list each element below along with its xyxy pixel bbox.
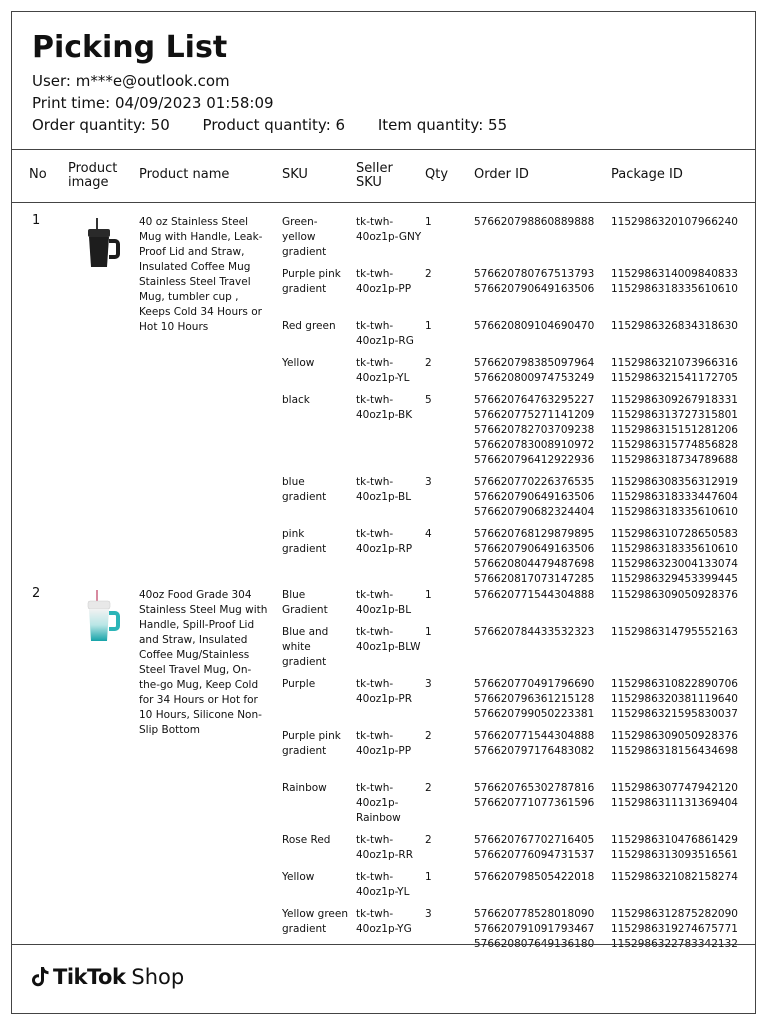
order-id: 576620782703709238 <box>474 424 595 436</box>
order-id: 576620783008910972 <box>474 439 595 451</box>
order-id: 576620798860889888 <box>474 216 595 228</box>
seller-sku: tk-twh-40oz1p-RG <box>356 320 414 347</box>
package-id: 1152986309267918331 <box>611 394 738 406</box>
brand-tiktok: TikTok <box>53 965 126 989</box>
order-id: 576620768129879895 <box>474 528 595 540</box>
order-id: 576620790649163506 <box>474 283 595 295</box>
package-id: 1152986320107966240 <box>611 216 738 228</box>
seller-sku: tk-twh-40oz1p-BLW <box>356 626 421 653</box>
order-id: 576620770491796690 <box>474 678 595 690</box>
col-package-id: Package ID <box>611 167 683 182</box>
variant-qty: 3 <box>425 908 432 920</box>
variant-qty: 5 <box>425 394 432 406</box>
seller-sku: tk-twh-40oz1p-BK <box>356 394 413 421</box>
print-time: Print time: 04/09/2023 01:58:09 <box>32 94 274 112</box>
variant-qty: 1 <box>425 871 432 883</box>
seller-sku: tk-twh-40oz1p-BL <box>356 589 412 616</box>
package-id: 1152986318734789688 <box>611 454 738 466</box>
order-quantity: Order quantity: 50 <box>32 116 170 134</box>
seller-sku: tk-twh-40oz1p-PP <box>356 730 412 757</box>
variant-qty: 2 <box>425 268 432 280</box>
col-image: Product image <box>68 161 118 190</box>
seller-sku: tk-twh-40oz1p-PR <box>356 678 413 705</box>
divider <box>12 944 755 945</box>
package-id: 1152986329453399445 <box>611 573 738 585</box>
order-id: 576620790649163506 <box>474 491 595 503</box>
seller-sku: tk-twh-40oz1p-Rainbow <box>356 782 401 824</box>
order-id: 576620776094731537 <box>474 849 595 861</box>
variant-qty: 1 <box>425 589 432 601</box>
order-id: 576620771077361596 <box>474 797 595 809</box>
seller-sku: tk-twh-40oz1p-YL <box>356 871 410 898</box>
seller-sku: tk-twh-40oz1p-BL <box>356 476 412 503</box>
variant-sku: blue gradient <box>282 476 327 503</box>
order-id: 576620784433532323 <box>474 626 595 638</box>
page-title: Picking List <box>32 30 228 65</box>
order-id: 576620796361215128 <box>474 693 595 705</box>
package-id: 1152986318335610610 <box>611 506 738 518</box>
package-id: 1152986308356312919 <box>611 476 738 488</box>
teal-gradient-tumbler-icon <box>72 588 130 646</box>
package-id: 1152986310728650583 <box>611 528 738 540</box>
variant-qty: 4 <box>425 528 432 540</box>
variant-qty: 3 <box>425 476 432 488</box>
variant-sku: Yellow green gradient <box>282 908 348 935</box>
quantity-summary <box>32 114 535 136</box>
variant-sku: Purple <box>282 678 316 690</box>
variant-sku: Purple pink gradient <box>282 268 341 295</box>
footer-brand <box>32 965 184 989</box>
variant-sku: Green-yellow gradient <box>282 216 327 258</box>
variant-qty: 3 <box>425 678 432 690</box>
order-id: 576620809104690470 <box>474 320 595 332</box>
package-id: 1152986315151281206 <box>611 424 738 436</box>
package-id: 1152986321541172705 <box>611 372 738 384</box>
col-name: Product name <box>139 167 230 182</box>
order-id: 576620798385097964 <box>474 357 595 369</box>
order-id: 576620767702716405 <box>474 834 595 846</box>
package-id: 1152986309050928376 <box>611 589 738 601</box>
package-id: 1152986307747942120 <box>611 782 738 794</box>
package-id: 1152986313727315801 <box>611 409 738 421</box>
order-id: 576620796412922936 <box>474 454 595 466</box>
order-id: 576620765302787816 <box>474 782 595 794</box>
variant-sku: pink gradient <box>282 528 327 555</box>
variant-sku: Purple pink gradient <box>282 730 341 757</box>
variant-sku: Yellow <box>282 357 315 369</box>
package-id: 1152986311131369404 <box>611 797 738 809</box>
divider <box>12 149 755 150</box>
user-line: User: m***e@outlook.com <box>32 72 230 90</box>
order-id: 576620797176483082 <box>474 745 595 757</box>
package-id: 1152986319274675771 <box>611 923 738 935</box>
variant-qty: 1 <box>425 320 432 332</box>
row-number: 2 <box>32 586 41 601</box>
order-id: 576620771544304888 <box>474 730 595 742</box>
package-id: 1152986315774856828 <box>611 439 738 451</box>
order-id: 576620790682324404 <box>474 506 595 518</box>
product-name: 40oz Food Grade 304 Stainless Steel Mug with Handle, Spill-Proof Lid and Straw, Insulated Coffee Mug/Stainless Steel Travel Mug, On-the-go Mug, Keep Cold for 34 Hours or Hot for 10 Hours, Silicone Non-Slip Bottom <box>139 589 268 736</box>
package-id: 1152986318333447604 <box>611 491 738 503</box>
variant-sku: Rainbow <box>282 782 327 794</box>
variant-sku: Blue Gradient <box>282 589 328 616</box>
item-quantity: Item quantity: 55 <box>377 116 508 134</box>
variant-qty: 2 <box>425 730 432 742</box>
seller-sku: tk-twh-40oz1p-YG <box>356 908 412 935</box>
package-id: 1152986321073966316 <box>611 357 738 369</box>
variant-sku: Rose Red <box>282 834 331 846</box>
variant-sku: Blue and white gradient <box>282 626 329 668</box>
order-id: 576620807649136180 <box>474 938 595 950</box>
package-id: 1152986320381119640 <box>611 693 738 705</box>
header <box>32 30 535 136</box>
order-id: 576620778528018090 <box>474 908 595 920</box>
package-id: 1152986321595830037 <box>611 708 738 720</box>
package-id: 1152986323004133074 <box>611 558 738 570</box>
package-id: 1152986313093516561 <box>611 849 738 861</box>
brand-shop: Shop <box>131 965 185 989</box>
order-id: 576620780767513793 <box>474 268 595 280</box>
package-id: 1152986318156434698 <box>611 745 738 757</box>
order-id: 576620817073147285 <box>474 573 595 585</box>
order-id: 576620799050223381 <box>474 708 595 720</box>
picking-list-sheet <box>11 11 756 1014</box>
package-id: 1152986309050928376 <box>611 730 738 742</box>
tiktok-note-icon <box>32 966 50 988</box>
seller-sku: tk-twh-40oz1p-YL <box>356 357 410 384</box>
package-id: 1152986318335610610 <box>611 543 738 555</box>
package-id: 1152986310476861429 <box>611 834 738 846</box>
col-order-id: Order ID <box>474 167 529 182</box>
package-id: 1152986326834318630 <box>611 320 738 332</box>
seller-sku: tk-twh-40oz1p-RP <box>356 528 413 555</box>
order-id: 576620790649163506 <box>474 543 595 555</box>
seller-sku: tk-twh-40oz1p-RR <box>356 834 414 861</box>
order-id: 576620770226376535 <box>474 476 595 488</box>
product-name: 40 oz Stainless Steel Mug with Handle, Leak-Proof Lid and Straw, Insulated Coffee Mug Stainless Steel Travel Mug, tumbler cup , Keeps Cold 34 Hours or Hot 10 Hours <box>139 216 263 333</box>
package-id: 1152986314795552163 <box>611 626 738 638</box>
package-id: 1152986314009840833 <box>611 268 738 280</box>
seller-sku: tk-twh-40oz1p-PP <box>356 268 412 295</box>
col-sku: SKU <box>282 167 308 182</box>
variant-qty: 1 <box>425 626 432 638</box>
variant-sku: Red green <box>282 320 336 332</box>
order-id: 576620775271141209 <box>474 409 595 421</box>
variant-qty: 2 <box>425 834 432 846</box>
row-number: 1 <box>32 213 41 228</box>
col-no: No <box>29 167 47 182</box>
product-quantity: Product quantity: 6 <box>202 116 346 134</box>
order-id: 576620771544304888 <box>474 589 595 601</box>
order-id: 576620764763295227 <box>474 394 595 406</box>
package-id: 1152986322783342132 <box>611 938 738 950</box>
seller-sku: tk-twh-40oz1p-GNY <box>356 216 422 243</box>
col-qty: Qty <box>425 167 449 182</box>
package-id: 1152986312875282090 <box>611 908 738 920</box>
variant-qty: 2 <box>425 357 432 369</box>
order-id: 576620791091793467 <box>474 923 595 935</box>
col-seller-sku: Seller SKU <box>356 161 393 190</box>
divider <box>12 202 755 203</box>
variant-qty: 2 <box>425 782 432 794</box>
variant-sku: Yellow <box>282 871 315 883</box>
variant-sku: black <box>282 394 310 406</box>
variant-qty: 1 <box>425 216 432 228</box>
order-id: 576620800974753249 <box>474 372 595 384</box>
package-id: 1152986310822890706 <box>611 678 738 690</box>
black-tumbler-icon <box>72 215 130 273</box>
order-id: 576620804479487698 <box>474 558 595 570</box>
order-id: 576620798505422018 <box>474 871 595 883</box>
package-id: 1152986321082158274 <box>611 871 738 883</box>
package-id: 1152986318335610610 <box>611 283 738 295</box>
